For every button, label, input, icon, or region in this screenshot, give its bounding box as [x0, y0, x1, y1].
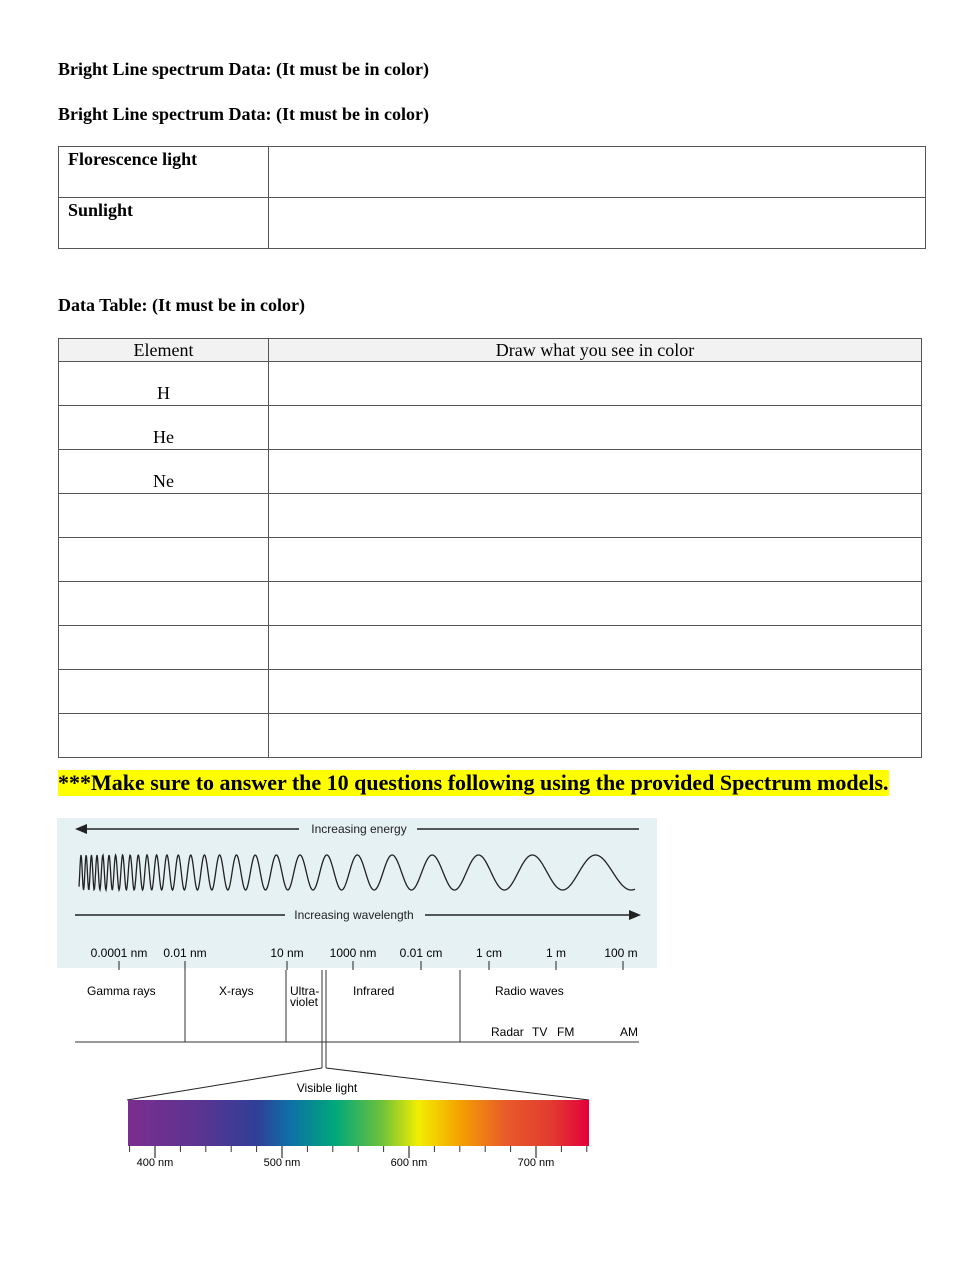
- scale-tick: 0.0001 nm: [90, 946, 148, 960]
- drawing-cell[interactable]: [269, 406, 922, 450]
- element-cell: H: [59, 362, 269, 406]
- visible-tick: 500 nm: [263, 1157, 301, 1169]
- element-cell[interactable]: [59, 626, 269, 670]
- drawing-cell[interactable]: [269, 147, 926, 198]
- element-cell[interactable]: [59, 670, 269, 714]
- drawing-cell[interactable]: [269, 626, 922, 670]
- visible-tick: 700 nm: [517, 1157, 555, 1169]
- element-cell: He: [59, 406, 269, 450]
- visible-zoom-lines: [127, 1068, 589, 1100]
- drawing-cell[interactable]: [269, 450, 922, 494]
- element-data-table: [58, 338, 922, 758]
- scale-tick: 1 m: [545, 946, 567, 960]
- table-row: [59, 147, 926, 198]
- table-row: [59, 582, 922, 626]
- row-label-sunlight: Sunlight: [59, 198, 269, 249]
- table-row: [59, 670, 922, 714]
- table-row: [59, 450, 922, 494]
- scale-tick: 1000 nm: [329, 946, 377, 960]
- visible-spectrum-bar: [128, 1100, 589, 1146]
- scale-tick: 10 nm: [270, 946, 304, 960]
- drawing-cell[interactable]: [269, 582, 922, 626]
- element-cell: Ne: [59, 450, 269, 494]
- element-cell[interactable]: [59, 714, 269, 758]
- scale-tick: 100 m: [604, 946, 638, 960]
- visible-tick: 400 nm: [136, 1157, 174, 1169]
- em-spectrum-diagram: [57, 818, 659, 1183]
- row-label-florescence: Florescence light: [59, 147, 269, 198]
- band-am: AM: [620, 1025, 638, 1039]
- scale-tick: 0.01 nm: [163, 946, 207, 960]
- visible-tick: 600 nm: [390, 1157, 428, 1169]
- table-row: [59, 362, 922, 406]
- scale-tick: 0.01 cm: [399, 946, 443, 960]
- region-uv-line2: violet: [290, 995, 319, 1009]
- visible-minor-ticks: [130, 1146, 587, 1152]
- visible-major-ticks: [155, 1146, 536, 1158]
- visible-light-label: Visible light: [296, 1081, 358, 1095]
- band-radar: Radar: [491, 1025, 524, 1039]
- drawing-cell[interactable]: [269, 362, 922, 406]
- table-row: [59, 198, 926, 249]
- heading-bright-line-2: Bright Line spectrum Data: (It must be in color): [58, 104, 429, 124]
- wavelength-label: Increasing wavelength: [294, 908, 414, 922]
- drawing-cell[interactable]: [269, 198, 926, 249]
- region-uv-line1: Ultra-: [290, 984, 320, 998]
- energy-label: Increasing energy: [311, 822, 407, 836]
- element-cell[interactable]: [59, 582, 269, 626]
- heading-data-table: Data Table: (It must be in color): [58, 295, 305, 315]
- table-row: [59, 538, 922, 582]
- scale-tick: 1 cm: [475, 946, 503, 960]
- region-xrays: X-rays: [219, 984, 254, 998]
- band-tv: TV: [532, 1025, 548, 1039]
- drawing-cell[interactable]: [269, 714, 922, 758]
- region-infrared: Infrared: [353, 984, 395, 998]
- drawing-cell[interactable]: [269, 670, 922, 714]
- table-header-row: [59, 339, 922, 362]
- band-fm: FM: [557, 1025, 575, 1039]
- column-header-element: Element: [59, 339, 269, 362]
- instruction-banner: ***Make sure to answer the 10 questions following using the provided Spectrum models.: [58, 770, 889, 795]
- table-row: [59, 714, 922, 758]
- light-source-table: [58, 146, 926, 249]
- element-cell[interactable]: [59, 538, 269, 582]
- table-row: [59, 406, 922, 450]
- table-row: [59, 494, 922, 538]
- drawing-cell[interactable]: [269, 538, 922, 582]
- heading-bright-line-1: Bright Line spectrum Data: (It must be in color): [58, 59, 429, 79]
- region-gamma: Gamma rays: [87, 984, 156, 998]
- region-radio: Radio waves: [495, 984, 564, 998]
- drawing-cell[interactable]: [269, 494, 922, 538]
- element-cell[interactable]: [59, 494, 269, 538]
- column-header-draw: Draw what you see in color: [269, 339, 922, 362]
- table-row: [59, 626, 922, 670]
